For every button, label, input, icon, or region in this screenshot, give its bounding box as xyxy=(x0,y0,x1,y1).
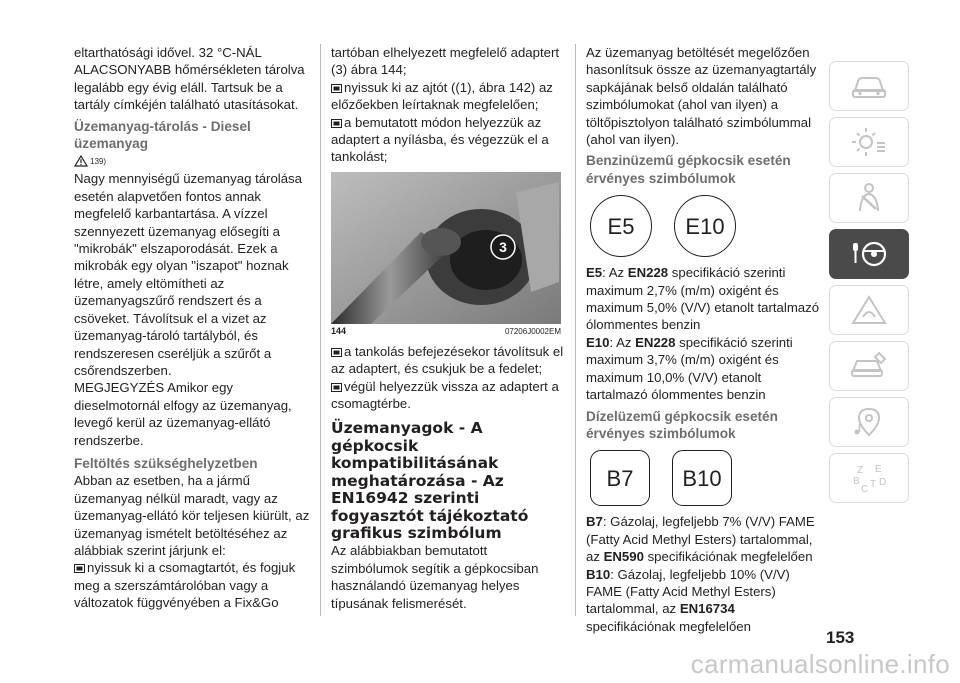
b10-description: B10: Gázolaj, legfeljebb 10% (V/V) FAME (Fatty Acid Methyl Esters) tartalommal, az EN16734 specifikációnak megfelelően xyxy=(586,566,790,634)
index-letter: T xyxy=(870,479,877,490)
e10-description: E10: Az EN228 specifikáció szerinti maximum 3,7% (m/m) oxigént és maximum 10,0% (V/V) etanolt tartalmazó ólommentes benzin xyxy=(586,334,793,403)
diesel-badges xyxy=(590,450,822,506)
intro-paragraph: eltarthatósági idővel. 32 °C-NÁL ALACSONYABB hőmérsékleten tárolva legalább egy évig eláll. Tartsuk be a tartály címkéjén található utasításokat. xyxy=(74,45,305,113)
tab-lights[interactable] xyxy=(829,117,909,167)
note-paragraph: MEGJEGYZÉS Amikor egy dieselmotornál elfogy az üzemanyag, levegő kerül az üzemanyag-ellátó rendszerbe. xyxy=(74,380,292,448)
tab-index[interactable] xyxy=(829,453,909,503)
sun-light-icon xyxy=(849,125,889,159)
storage-paragraph: Nagy mennyiségű üzemanyag tárolása esetén alapvetően fontos annak megfelelő karbantartása. A vízzel szennyezett üzemanyag elősegíti a "mikrobák" elszaporodását. Ezek a mikrobák egy olyan "iszapot" hoznak létre, amely eltömítheti az üzemanyagszűrő rendszert és a csöveket. Távolítsuk el a vizet az üzemanyag-tároló tartályból, és rendszeresen cseréljük a szűrőt a csőrendszerben. xyxy=(74,171,302,378)
heading-diesel-symbols: Dízelüzemű gépkocsik esetén érvényes szimbólumok xyxy=(586,408,778,441)
watermark: carmanualsonline.info xyxy=(690,649,950,679)
bullet-icon xyxy=(331,383,342,392)
badge-e10: E10 xyxy=(674,195,736,257)
heading-diesel-storage: Üzemanyag-tárolás - Diesel üzemanyag xyxy=(74,118,251,152)
bullet-icon xyxy=(331,84,342,93)
fuel-adapter-illustration xyxy=(331,172,561,324)
column-left xyxy=(74,44,310,612)
step-item: a bemutatott módon helyezzük az adaptert a nyílásba, és végezzük el a tankolást; xyxy=(331,114,549,165)
refuel-paragraph: Abban az esetben, ha a jármű üzemanyag nélkül maradt, vagy az üzemanyag-ellátó kör teljesen kiürült, az üzemanyag ismételt betöltéséhez az alábbiak szerint járjunk el: xyxy=(74,473,310,558)
index-letter: E xyxy=(875,464,882,475)
fuel-adapter-photo xyxy=(331,172,561,324)
heading-emergency-refuel: Feltöltés szükséghelyzetben xyxy=(74,455,258,471)
intro-paragraph: Az üzemanyag betöltését megelőzően hasonlítsuk össze az üzemanyagtartály sapkájának belső oldalán található szimbólumokat (ahol van ilyen) a töltőpisztolyon található szimbólummal (ahol van ilyen). xyxy=(586,45,817,148)
heading-fuel-symbols: Üzemanyagok - A gépkocsik kompatibilitásának meghatározása - Az EN16942 szerinti fogyasztót tájékoztató grafikus szimbólum xyxy=(331,419,529,542)
tab-safety[interactable] xyxy=(829,173,909,223)
tab-dashboard[interactable] xyxy=(829,61,909,111)
badge-e5: E5 xyxy=(590,195,652,257)
seat-belt-icon xyxy=(849,181,889,215)
warning-reference xyxy=(74,154,310,168)
b7-description: B7: Gázolaj, legfeljebb 7% (V/V) FAME (Fatty Acid Methyl Esters) tartalommal, az EN590 specifikációnak megfelelően xyxy=(586,514,815,565)
badge-b10: B10 xyxy=(672,450,732,506)
tab-multimedia[interactable] xyxy=(829,397,909,447)
continuation-paragraph: tartóban elhelyezett megfelelő adaptert (3) ábra 144; xyxy=(331,45,559,78)
column-middle xyxy=(331,44,567,612)
tab-starting-driving[interactable] xyxy=(829,229,909,279)
car-dashboard-icon xyxy=(849,69,889,103)
figure-code: 07206J0002EM xyxy=(504,326,561,336)
column-right xyxy=(586,44,822,635)
heading-petrol-symbols: Benzinüzemű gépkocsik esetén érvényes szimbólumok xyxy=(586,153,791,186)
step-item: végül helyezzük vissza az adaptert a csomagtérbe. xyxy=(331,378,559,412)
warning-ref-number: 139) xyxy=(90,156,107,166)
bullet-icon xyxy=(331,348,342,357)
warning-triangle-icon xyxy=(849,293,889,327)
warning-triangle-icon xyxy=(74,155,88,167)
index-letter: D xyxy=(879,477,887,488)
figure-caption xyxy=(331,326,561,337)
bullet-icon xyxy=(74,564,85,573)
music-navigation-icon xyxy=(849,405,889,439)
step-item: nyissuk ki a csomagtartót, és fogjuk meg a szerszámtárolóban vagy a változatok függvényében a Fix&Go xyxy=(74,560,296,611)
badge-b7: B7 xyxy=(590,450,650,506)
index-letter: Z xyxy=(857,465,864,476)
symbols-paragraph: Az alábbiakban bemutatott szimbólumok segítik a gépkocsiban használandó üzemanyag helyes típusának felismerését. xyxy=(331,543,539,611)
chapter-tabs xyxy=(829,61,907,509)
index-letter: B xyxy=(853,476,860,487)
page-number: 153 xyxy=(826,628,855,647)
index-letter: C xyxy=(861,484,869,495)
tab-maintenance[interactable] xyxy=(829,341,909,391)
column-divider xyxy=(575,44,576,616)
e5-description: E5: Az EN228 specifikáció szerinti maximum 2,7% (m/m) oxigént és maximum 5,0% (V/V) etanolt tartalmazó ólommentes benzin xyxy=(586,265,820,333)
car-service-icon xyxy=(849,349,889,383)
step-item: nyissuk ki az ajtót ((1), ábra 142) az előzőekben leírtaknak megfelelően; xyxy=(331,79,553,113)
petrol-badges xyxy=(590,195,822,257)
column-divider xyxy=(320,44,321,616)
bullet-icon xyxy=(331,119,342,128)
tab-emergency[interactable] xyxy=(829,285,909,335)
step-item: a tankolás befejezésekor távolítsuk el az adaptert, és csukjuk be a fedelet; xyxy=(331,343,564,377)
figure-number: 144 xyxy=(331,325,347,336)
figure-callout: 3 xyxy=(499,238,507,255)
alphabet-index-icon xyxy=(849,461,889,495)
key-steering-wheel-icon xyxy=(849,237,889,271)
